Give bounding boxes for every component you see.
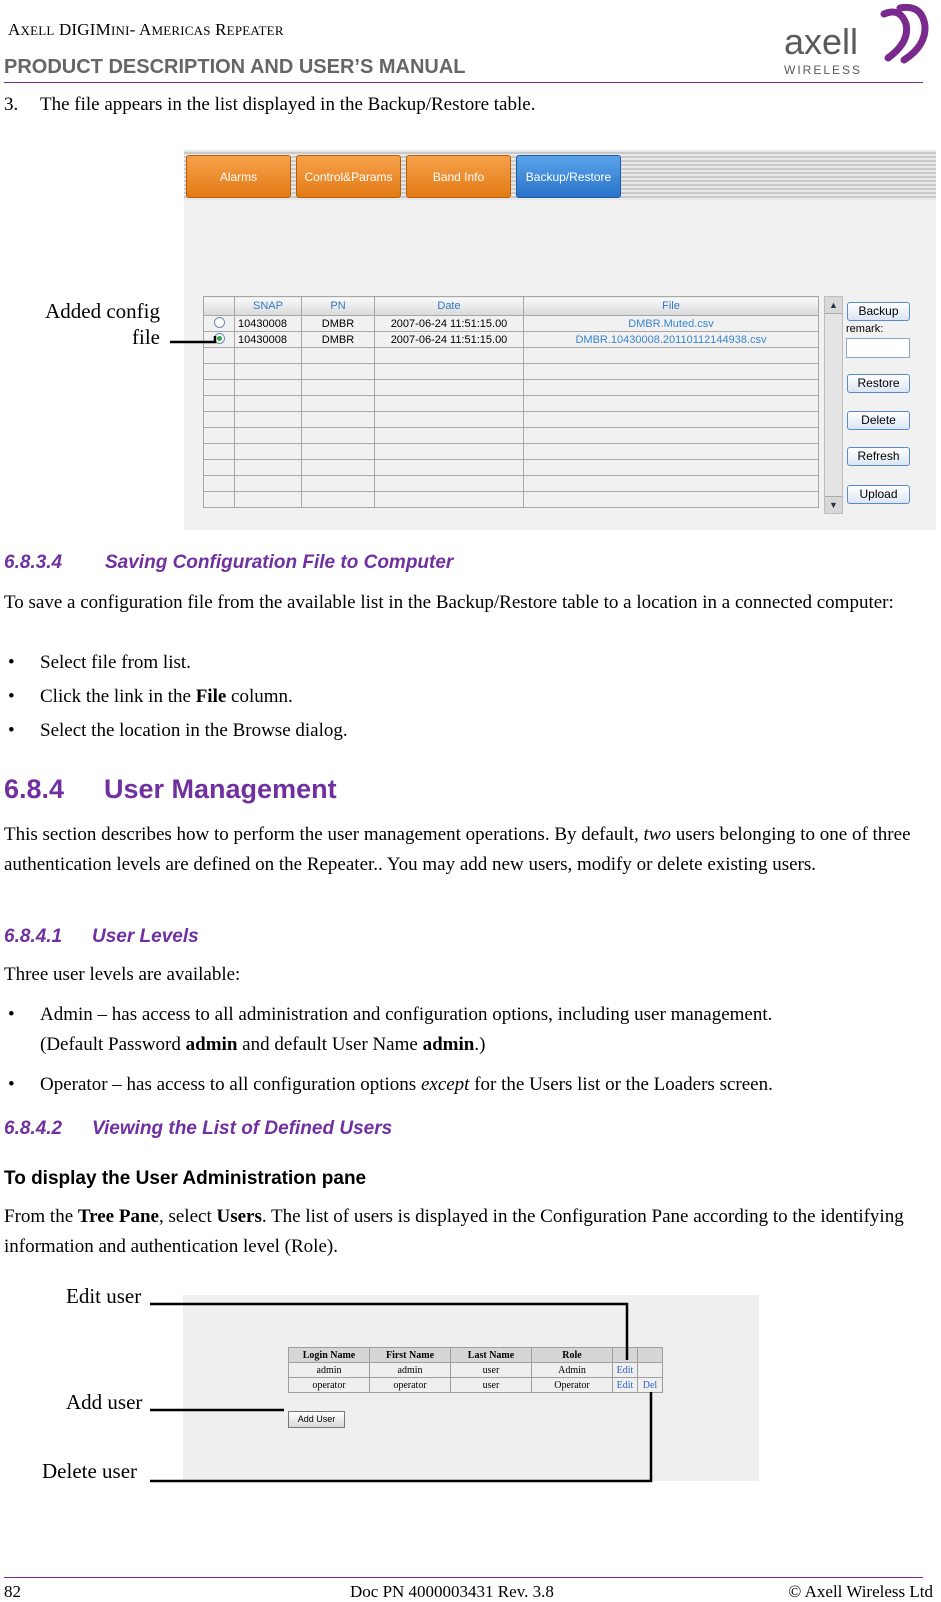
step-text: The file appears in the list displayed in the Backup/Restore table.: [40, 94, 536, 115]
cell-snap: 10430008: [235, 332, 302, 348]
cell-role: Admin: [532, 1363, 613, 1378]
column-header-file: File: [524, 297, 819, 316]
table-row: [204, 412, 819, 428]
table-row: [204, 460, 819, 476]
scroll-down-icon[interactable]: ▼: [825, 496, 842, 513]
remark-label: remark:: [846, 323, 884, 335]
delete-user-link[interactable]: Del: [638, 1378, 663, 1393]
file-link[interactable]: DMBR.10430008.20110112144938.csv: [524, 332, 819, 348]
tab-control-params[interactable]: Control&Params: [296, 155, 401, 198]
procedure-heading: To display the User Administration pane: [4, 1168, 367, 1189]
cell-date: 2007-06-24 11:51:15.00: [375, 316, 524, 332]
restore-button[interactable]: Restore: [847, 374, 910, 393]
step-number: 3.: [4, 94, 19, 115]
callout-line-added-config: [160, 320, 220, 350]
paragraph-user-management: This section describes how to perform the user management operations. By default, two users belonging to one of three authentication levels are defined on the Repeater.. You may add new users, modify or delete existing users.: [4, 824, 911, 875]
table-row: [204, 444, 819, 460]
section-number-6842: 6.8.4.2: [4, 1118, 63, 1139]
remark-input[interactable]: [846, 338, 910, 358]
column-header-date: Date: [375, 297, 524, 316]
cell-date: 2007-06-24 11:51:15.00: [375, 332, 524, 348]
delete-button[interactable]: Delete: [847, 411, 910, 430]
cell-last: user: [451, 1378, 532, 1393]
backup-button[interactable]: Backup: [847, 302, 910, 321]
radio-column-header: [204, 297, 235, 316]
section-number-6834: 6.8.3.4: [4, 552, 63, 573]
table-header: [289, 1348, 663, 1363]
column-header-del: [638, 1348, 663, 1363]
cell-del-empty: [638, 1363, 663, 1378]
cell-login: admin: [289, 1363, 370, 1378]
page-number: 82: [4, 1582, 21, 1601]
column-header-login: Login Name: [289, 1348, 370, 1363]
tab-alarms[interactable]: Alarms: [186, 155, 291, 198]
table-row: [204, 380, 819, 396]
copyright: © Axell Wireless Ltd: [788, 1582, 933, 1601]
table-row: [204, 396, 819, 412]
running-header-subtitle: PRODUCT DESCRIPTION AND USER’S MANUAL: [4, 56, 466, 78]
bullet-admin-level: • Admin – has access to all administration and configuration options, including user management. (Default Password admin and default User Name admin.): [8, 1004, 773, 1055]
table-row: [289, 1363, 663, 1378]
users-table: [288, 1347, 663, 1393]
table-row: [204, 364, 819, 380]
column-header-role: Role: [532, 1348, 613, 1363]
cell-pn: DMBR: [302, 332, 375, 348]
table-row[interactable]: [204, 316, 819, 332]
upload-button[interactable]: Upload: [847, 485, 910, 504]
footer-divider: [4, 1577, 923, 1578]
add-user-button[interactable]: Add User: [288, 1411, 345, 1428]
cell-login: operator: [289, 1378, 370, 1393]
svg-text:WIRELESS: WIRELESS: [784, 63, 863, 77]
section-title-6842: Viewing the List of Defined Users: [92, 1118, 393, 1139]
table-row: [204, 428, 819, 444]
table-row: [204, 492, 819, 508]
table-row[interactable]: [204, 332, 819, 348]
tab-band-info[interactable]: Band Info: [406, 155, 511, 198]
column-header-last: Last Name: [451, 1348, 532, 1363]
bullet-click-link: • Click the link in the File column.: [8, 686, 293, 707]
callout-delete-user: Delete user: [42, 1459, 138, 1483]
column-header-snap: SNAP: [235, 297, 302, 316]
paragraph-save-intro: To save a configuration file from the available list in the Backup/Restore table to a location in a connected computer:: [4, 592, 894, 613]
running-header-title: AXELL DIGIMINI- AMERICAS REPEATER: [8, 20, 284, 39]
callout-add-user: Add user: [66, 1390, 143, 1414]
callout-added-config-file: Added config file: [45, 299, 160, 349]
scroll-up-icon[interactable]: ▲: [825, 297, 842, 314]
column-header-pn: PN: [302, 297, 375, 316]
backup-restore-screenshot: [184, 150, 936, 530]
table-row: [204, 476, 819, 492]
bullet-select-location: • Select the location in the Browse dialog.: [8, 720, 348, 741]
section-title-6841: User Levels: [92, 926, 199, 947]
section-title-6834: Saving Configuration File to Computer: [105, 552, 454, 573]
bullet-select-file: • Select file from list.: [8, 652, 191, 673]
svg-text:axell: axell: [784, 21, 859, 62]
section-number-684: 6.8.4: [4, 774, 65, 804]
user-administration-screenshot: [183, 1295, 759, 1481]
table-row: [204, 348, 819, 364]
document-number: Doc PN 4000003431 Rev. 3.8: [350, 1582, 554, 1601]
cell-first: admin: [370, 1363, 451, 1378]
header-divider: [4, 82, 923, 83]
paragraph-user-levels-intro: Three user levels are available:: [4, 964, 241, 985]
section-number-6841: 6.8.4.1: [4, 926, 63, 947]
cell-pn: DMBR: [302, 316, 375, 332]
axell-logo: [780, 2, 930, 78]
section-title-684: User Management: [104, 774, 337, 804]
cell-role: Operator: [532, 1378, 613, 1393]
cell-snap: 10430008: [235, 316, 302, 332]
edit-user-link[interactable]: Edit: [613, 1378, 638, 1393]
callout-edit-user: Edit user: [66, 1284, 142, 1308]
table-header: [204, 297, 819, 316]
refresh-button[interactable]: Refresh: [847, 447, 910, 466]
tab-bar: [184, 150, 936, 200]
bullet-operator-level: • Operator – has access to all configuration options except for the Users list or the Loaders screen.: [8, 1074, 773, 1095]
table-row: [289, 1378, 663, 1393]
column-header-first: First Name: [370, 1348, 451, 1363]
table-scrollbar[interactable]: [824, 296, 843, 514]
cell-last: user: [451, 1363, 532, 1378]
edit-user-link[interactable]: Edit: [613, 1363, 638, 1378]
cell-first: operator: [370, 1378, 451, 1393]
file-link[interactable]: DMBR.Muted.csv: [524, 316, 819, 332]
tab-backup-restore[interactable]: Backup/Restore: [516, 155, 621, 198]
paragraph-tree-pane: From the Tree Pane, select Users. The list of users is displayed in the Configuration Pane according to the identifying information and authentication level (Role).: [4, 1206, 904, 1257]
column-header-edit: [613, 1348, 638, 1363]
backup-table: [203, 296, 819, 508]
